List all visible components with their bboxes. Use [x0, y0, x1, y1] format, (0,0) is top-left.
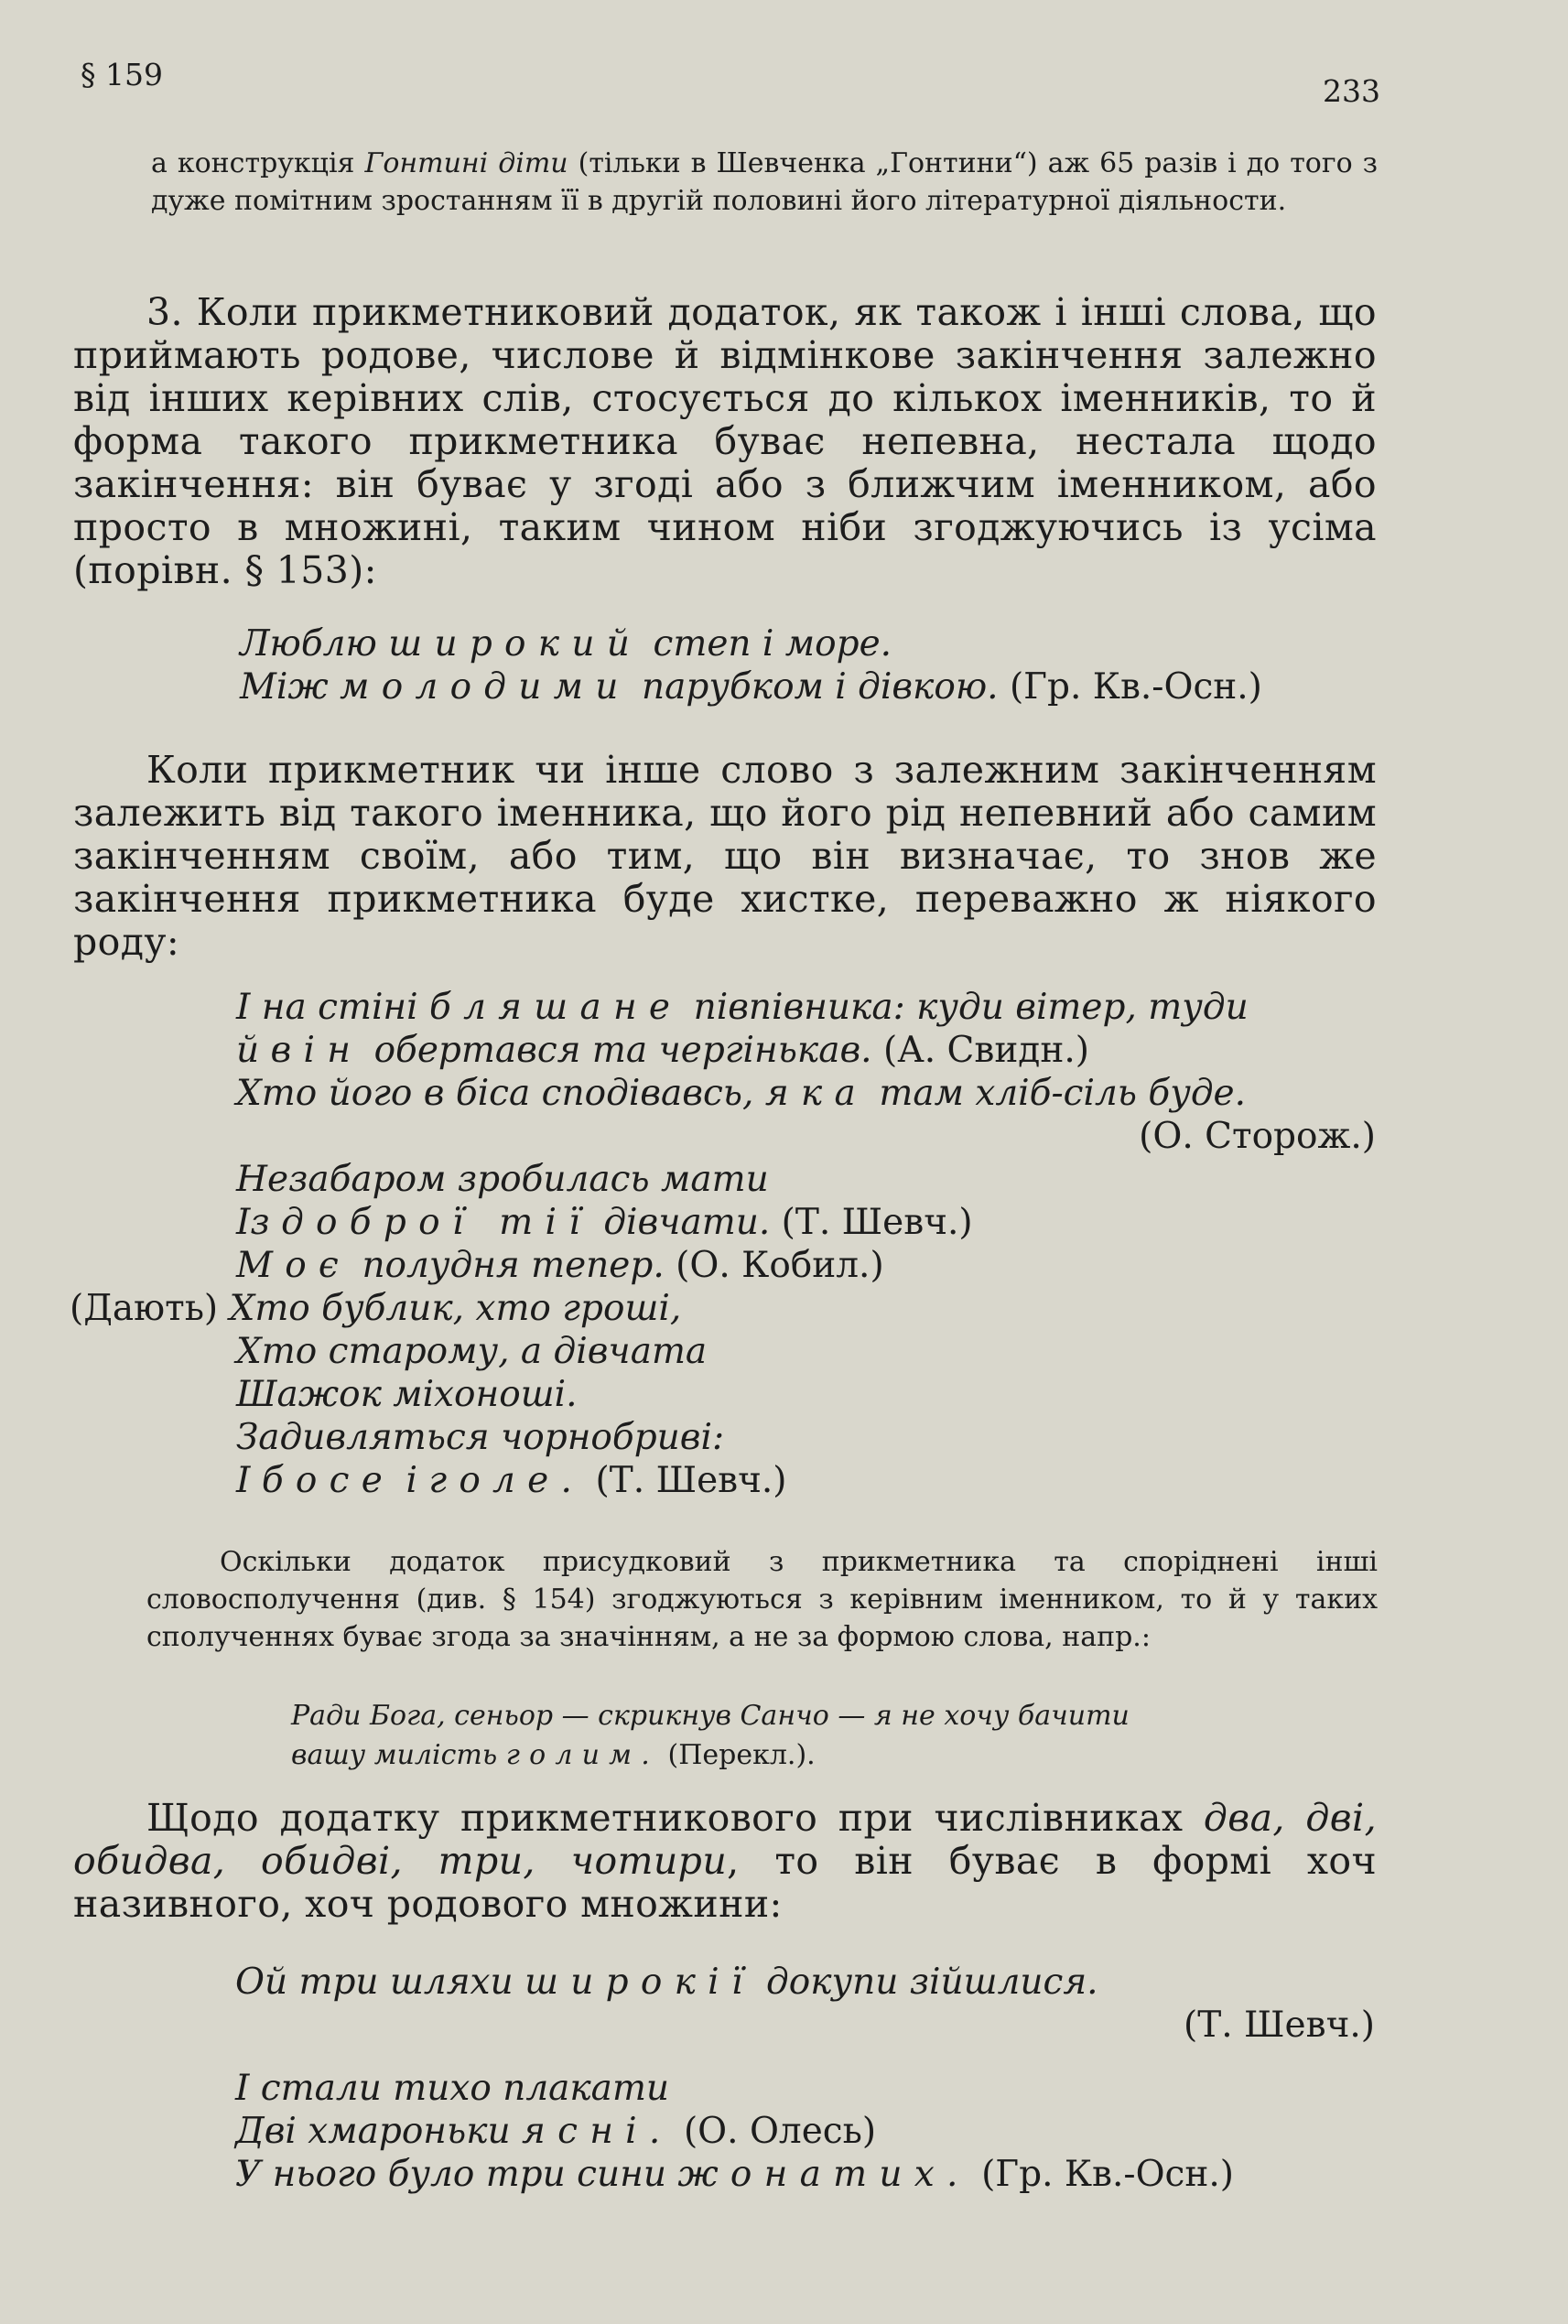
paragraph-3: 3. Коли прикметниковий додаток, як також і інші слова, що приймають родове, числове й відмінкове закінчення залежно від інших керівних слів, стосується до кількох іменників, то й форма такого прикметника буває непевна, нестала щодо закінчення: він буває у згоді або з ближчим іменником, або просто в множині, таким чином ніби згоджуючись із усіма (порівн. § 153):	[73, 290, 1377, 592]
example-line: І стали тихо плакати	[235, 2068, 670, 2109]
source-citation: (О. Кобил.)	[664, 1245, 884, 1286]
example-line: Незабаром зробилась мати	[236, 1159, 769, 1200]
example-line: І босе і голе. (Т. Шевч.)	[236, 1460, 787, 1501]
text: Щодо додатку прикметникового при числівниках	[146, 1796, 1204, 1840]
paragraph-5: Оскільки додаток присудковий з прикметника та споріднені інші словосполучення (див. § 154) згоджуються з керівним іменником, то й у таких сполученнях буває згода за значінням, а не за формою слова, напр.:	[146, 1546, 1378, 1653]
source-citation: (Т. Шевч.)	[770, 1202, 973, 1243]
section-number: § 159	[81, 57, 163, 92]
example-block-2	[70, 986, 1376, 1502]
example-line: Ради Бога, сеньор — скрикнув Санчо — я не хочу бачити	[291, 1700, 1130, 1732]
source-citation: (О. Олесь)	[672, 2111, 877, 2152]
text: (тільки в Шевченка „Гонтини“) аж 65 разів і до того з дуже помітним зростанням її в другій половині його літературної діяльности.	[151, 147, 1378, 217]
source-citation: (Гр. Кв.-Осн.)	[998, 666, 1262, 708]
example-line: Задивляться чорнобриві:	[236, 1417, 725, 1458]
example-line: (Дають) Хто бублик, хто гроші,	[70, 1288, 682, 1329]
source-citation: (Гр. Кв.-Осн.)	[969, 2154, 1235, 2195]
source-citation: (Перекл.).	[658, 1739, 816, 1771]
example-line: І на стіні бляшане півпівника: куди вітер, туди	[236, 987, 1249, 1028]
source-citation: (Т. Шевч.)	[584, 1460, 787, 1501]
text: а конструкція	[151, 147, 365, 179]
example-line: вашу милість голим. (Перекл.).	[291, 1739, 816, 1771]
example-line: Із доброї тії дівчати. (Т. Шевч.)	[236, 1202, 973, 1243]
italic-numerals: два, дві, обидва, обидві, три, чотири	[73, 1796, 1378, 1883]
example-line: Хто його в біса сподівавсь, яка там хліб-сіль буде.	[236, 1073, 1247, 1114]
example-line: Моє полудня тепер. (О. Кобил.)	[236, 1245, 884, 1286]
italic-example: Гонтині діти	[364, 147, 568, 179]
example-block-3	[291, 1696, 1390, 1775]
paragraph-4: Коли прикметник чи інше слово з залежним закінченням залежить від такого іменника, що його рід непевний або самим закінченням своїм, або тим, що він визначає, то знов же закінчення прикметника буде хистке, переважно ж ніякого роду:	[73, 748, 1377, 964]
example-block-4	[235, 1961, 1375, 2196]
source-citation: (О. Сторож.)	[1139, 1116, 1376, 1157]
continuation-paragraph	[151, 145, 1378, 220]
text: , то він буває в формі хоч називного, хоч родового множини:	[73, 1839, 1377, 1926]
paragraph-6	[73, 1797, 1377, 1926]
example-line: Ой три шляхи широкії докупи зійшлися.	[235, 1962, 1098, 2003]
page-number: 233	[1323, 73, 1380, 109]
source-citation: (А. Свидн.)	[871, 1030, 1089, 1071]
example-line: Хто старому, а дівчата	[236, 1331, 708, 1372]
example-line: Між молодими парубком і дівкою. (Гр. Кв.-Осн.)	[240, 666, 1262, 708]
example-line: й він обертався та чергінькав. (А. Свидн.)	[236, 1030, 1089, 1071]
example-block-1	[240, 622, 1375, 708]
source-citation: (Т. Шевч.)	[1184, 2005, 1375, 2046]
example-line: Люблю широкий степ і море.	[240, 623, 892, 665]
example-line: Шажок міхоноші.	[236, 1374, 578, 1415]
example-line: Дві хмароньки ясні. (О. Олесь)	[235, 2111, 877, 2152]
example-line: У нього було три сини жонатих. (Гр. Кв.-Осн.)	[235, 2154, 1235, 2195]
